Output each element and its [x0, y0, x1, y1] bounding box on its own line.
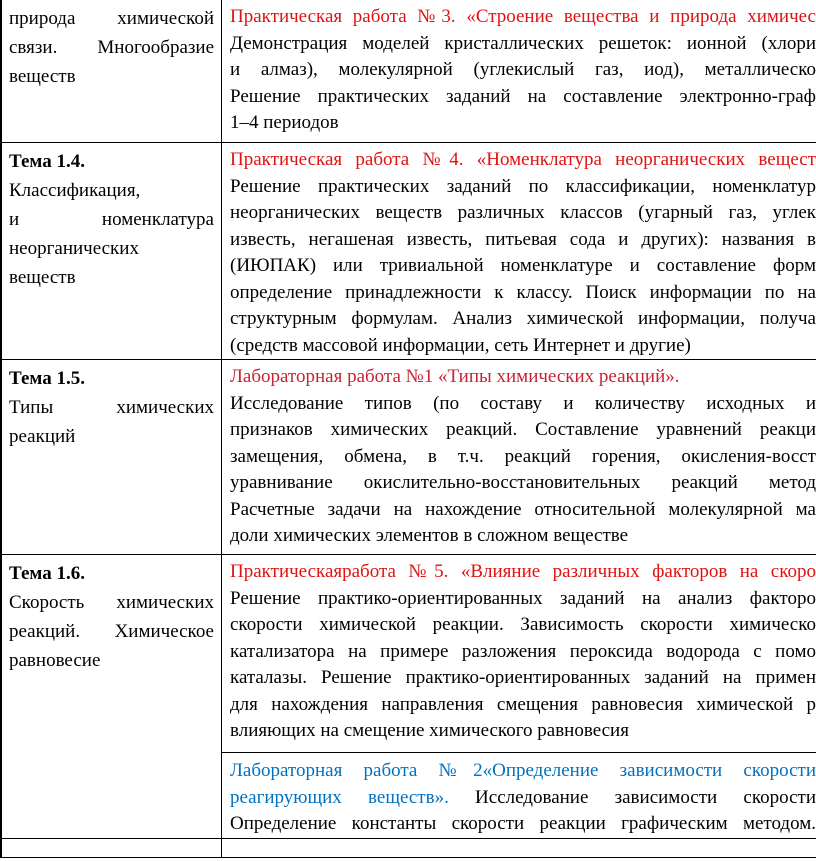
work-section [222, 0, 816, 137]
body-text: определение принадлежности к классу. Поиск информации по на [230, 281, 816, 303]
content-line [230, 280, 816, 307]
content-line [230, 785, 816, 812]
content-line [230, 444, 816, 471]
body-text: Решение практических заданий по классификации, номенклатур [230, 175, 816, 197]
content-line [230, 811, 816, 838]
content-line [230, 174, 816, 201]
topic-title: Тема 1.5. [9, 368, 85, 389]
body-text: Исследование типов (по составу и количеству исходных и [230, 392, 816, 414]
content-cell [222, 839, 816, 857]
work-heading: реагирующих веществ». [230, 786, 449, 808]
work-heading: Лабораторная работа №2«Определение зависимости скорости [230, 760, 816, 781]
work-heading: Лабораторная работа №1 «Типы химических реакций». [230, 366, 680, 387]
content-line [230, 523, 816, 550]
content-line [230, 497, 816, 524]
body-text: влияющих на смещение химического равновесия [230, 720, 629, 741]
body-text: уравнивание окислительно-восстановительных реакций метод [230, 472, 816, 493]
content-line [230, 364, 816, 391]
topic-text-line: веществ [9, 267, 76, 288]
body-text: замещения, обмена, в т.ч. реакций горения, окисления-восст [230, 445, 816, 467]
topic-cell [2, 143, 222, 359]
topic-cell [2, 360, 222, 554]
content-cell [222, 360, 816, 554]
table-row [2, 143, 816, 360]
content-line [230, 31, 816, 58]
content-line [230, 333, 816, 360]
topic-text-line: Классификация, [9, 180, 141, 201]
body-text: Расчетные задачи на нахождение относительной молекулярной ма [230, 498, 816, 520]
topic-cell [2, 0, 222, 142]
body-text: скорости химической реакции. Зависимость скорости химическо [230, 614, 816, 635]
content-line [230, 612, 816, 639]
content-line [230, 758, 816, 785]
body-text: Демонстрация моделей кристаллических решеток: ионной (хлори [230, 32, 816, 54]
topic-text-line: Скорость химических [9, 592, 214, 613]
topic-cell [2, 839, 222, 857]
content-line [230, 306, 816, 333]
topic-text-line: неорганических [9, 238, 139, 259]
work-section [222, 555, 816, 752]
topic-text-line: Типы химических [9, 397, 214, 418]
topic-cell [2, 555, 222, 838]
content-line [230, 84, 816, 111]
content-line [230, 665, 816, 692]
body-text: и алмаз), молекулярной (углекислый газ, иод), металлическо [230, 59, 816, 80]
topic-text-line: природа химической [9, 8, 214, 29]
body-text: Исследование зависимости скорости [448, 786, 816, 808]
content-line [230, 110, 816, 137]
content-line [230, 586, 816, 613]
body-text: (средств массовой информации, сеть Интернет и другие) [230, 334, 691, 356]
work-heading: Практическая работа №3. «Строение вещества и природа химичес [230, 6, 816, 27]
body-text: для нахождения направления смещения равновесия химической р [230, 693, 816, 715]
content-line [230, 391, 816, 418]
content-cell [222, 143, 816, 359]
table-row [2, 555, 816, 839]
table-row [2, 839, 816, 858]
body-text: катализатора на примере разложения пероксида водорода с помо [230, 640, 816, 662]
content-line [230, 227, 816, 254]
body-text: Решение практико-ориентированных заданий на анализ факторо [230, 587, 816, 609]
body-text: признаков химических реакций. Составление уравнений реакци [230, 419, 816, 440]
content-line [230, 57, 816, 84]
content-line [230, 417, 816, 444]
body-text: известь, негашеная известь, питьевая сода и других): названия в [230, 228, 816, 250]
body-text: структурным формулам. Анализ химической информации, получа [230, 308, 816, 329]
body-text: доли химических элементов в сложном веществе [230, 525, 629, 546]
content-line [230, 200, 816, 227]
table-row [2, 360, 816, 555]
work-heading: Практическая работа №4. «Номенклатура неорганических вещест [230, 149, 816, 170]
body-text: Решение практических заданий на составление электронно-граф [230, 85, 816, 107]
content-line [230, 639, 816, 666]
content-line [230, 470, 816, 497]
content-line [230, 147, 816, 174]
work-heading: Практическаяработа №5. «Влияние различных факторов на скоро [230, 561, 816, 582]
topic-title: Тема 1.4. [9, 151, 85, 172]
topic-text-line: и номенклатура [9, 209, 214, 230]
work-section [222, 143, 816, 359]
topic-text-line: связи. Многообразие [9, 37, 214, 58]
content-line [230, 692, 816, 719]
content-cell [222, 555, 816, 838]
body-text: Определение константы скорости реакции графическим методом. [230, 813, 816, 834]
work-section [222, 752, 816, 838]
content-line [230, 4, 816, 31]
topic-title: Тема 1.6. [9, 563, 85, 584]
table-row [2, 0, 816, 143]
body-text: (ИЮПАК) или тривиальной номенклатуре и составление форм [230, 255, 816, 276]
content-line [230, 559, 816, 586]
topic-text-line: равновесие [9, 650, 101, 671]
topic-text-line: реакций. Химическое [9, 621, 214, 642]
content-cell [222, 0, 816, 142]
body-text: 1–4 периодов [230, 112, 339, 133]
body-text: каталазы. Решение практико-ориентированных заданий на примен [230, 667, 816, 688]
body-text: неорганических веществ различных классов (угарный газ, углек [230, 202, 816, 223]
work-section [222, 839, 816, 843]
topic-text-line: реакций [9, 426, 76, 447]
content-line [230, 718, 816, 745]
work-section [222, 360, 816, 550]
content-line [230, 253, 816, 280]
topic-text-line: веществ [9, 66, 76, 87]
